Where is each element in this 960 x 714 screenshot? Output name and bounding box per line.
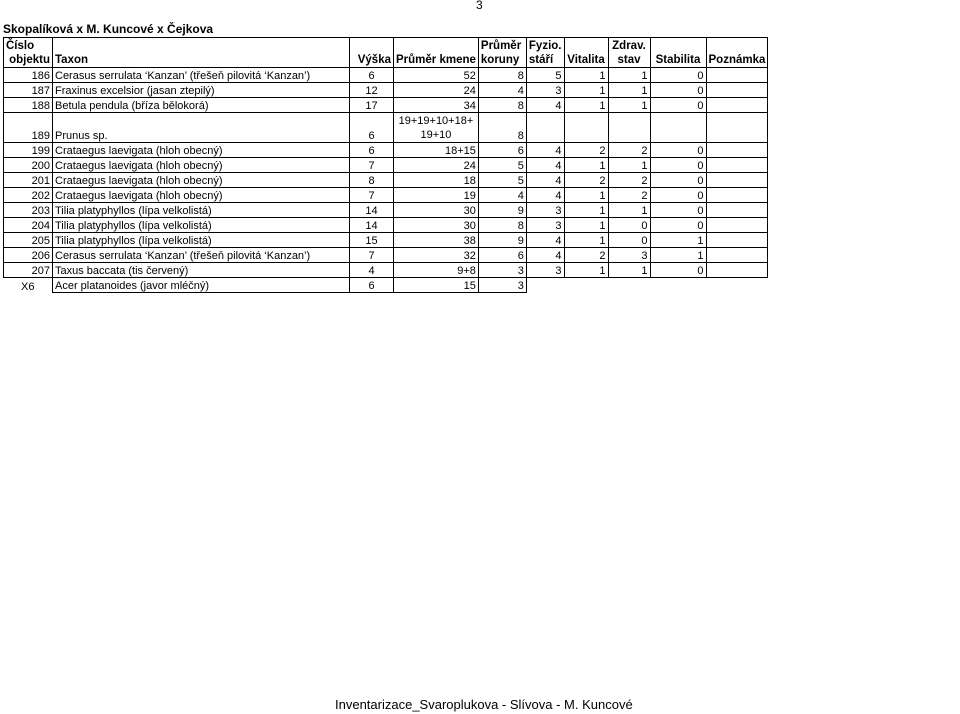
cell-stability: 0 [650,218,706,233]
document-title: Skopalíková x M. Kuncové x Čejkova [3,22,214,36]
table-row [4,173,768,188]
cell-vitality: 2 [564,248,608,263]
cell-crown-diameter: 8 [478,68,526,83]
cell-health-state: 1 [608,263,650,278]
cell-trunk-diameter [394,113,479,143]
cell-note [706,173,768,188]
cell-stability: 0 [650,143,706,158]
header-object-id: Číslo objektu [4,38,53,68]
table-row [4,278,768,293]
cell-health-state: 0 [608,218,650,233]
page-number: 3 [476,0,483,12]
cell-crown-diameter: 5 [478,158,526,173]
cell-physiological-age: 4 [526,188,564,203]
cell-note [706,203,768,218]
cell-physiological-age: 4 [526,248,564,263]
cell-stability [650,278,706,293]
cell-crown-diameter: 6 [478,248,526,263]
cell-health-state: 3 [608,248,650,263]
cell-height: 7 [350,158,394,173]
table-row [4,98,768,113]
header-stability: Stabilita [650,38,706,68]
cell-taxon: Tilia platyphyllos (lípa velkolistá) [53,233,350,248]
table-row [4,143,768,158]
cell-crown-diameter: 8 [478,113,526,143]
cell-object-id: 205 [4,233,53,248]
cell-crown-diameter: 4 [478,83,526,98]
cell-physiological-age [526,278,564,293]
cell-physiological-age: 3 [526,263,564,278]
cell-stability: 1 [650,233,706,248]
cell-crown-diameter: 6 [478,143,526,158]
cell-health-state [608,113,650,143]
header-taxon: Taxon [53,38,350,68]
cell-trunk-diameter: 38 [394,233,479,248]
table-row [4,188,768,203]
cell-height: 8 [350,173,394,188]
cell-stability: 0 [650,158,706,173]
cell-stability: 0 [650,263,706,278]
cell-stability: 0 [650,68,706,83]
cell-crown-diameter: 9 [478,233,526,248]
cell-note [706,143,768,158]
table-header-row [4,38,768,68]
cell-physiological-age: 3 [526,203,564,218]
cell-taxon: Crataegus laevigata (hloh obecný) [53,173,350,188]
cell-physiological-age: 3 [526,83,564,98]
cell-object-id: 187 [4,83,53,98]
cell-taxon: Acer platanoides (javor mléčný) [53,278,350,293]
cell-crown-diameter: 3 [478,278,526,293]
cell-taxon: Crataegus laevigata (hloh obecný) [53,188,350,203]
cell-object-id: 203 [4,203,53,218]
cell-note [706,263,768,278]
cell-object-id: 189 [4,113,53,143]
cell-physiological-age: 5 [526,68,564,83]
cell-stability: 0 [650,173,706,188]
cell-taxon: Cerasus serrulata ‘Kanzan’ (třešeň pilovitá ‘Kanzan’) [53,68,350,83]
cell-health-state: 2 [608,173,650,188]
cell-object-id: 206 [4,248,53,263]
cell-physiological-age [526,113,564,143]
cell-health-state: 2 [608,143,650,158]
cell-health-state: 0 [608,233,650,248]
cell-vitality [564,113,608,143]
cell-height: 4 [350,263,394,278]
cell-trunk-diameter: 24 [394,83,479,98]
cell-stability [650,113,706,143]
header-health-state: Zdrav. stav [608,38,650,68]
cell-vitality: 2 [564,173,608,188]
cell-physiological-age: 4 [526,233,564,248]
cell-health-state: 2 [608,188,650,203]
cell-height: 6 [350,113,394,143]
cell-crown-diameter: 8 [478,98,526,113]
cell-object-id: 201 [4,173,53,188]
cell-note [706,113,768,143]
cell-note [706,188,768,203]
cell-height: 14 [350,218,394,233]
cell-vitality: 1 [564,218,608,233]
cell-taxon: Tilia platyphyllos (lípa velkolistá) [53,203,350,218]
cell-health-state: 1 [608,98,650,113]
cell-trunk-diameter: 34 [394,98,479,113]
cell-object-id: 199 [4,143,53,158]
cell-height: 7 [350,248,394,263]
cell-stability: 0 [650,83,706,98]
cell-stability: 0 [650,203,706,218]
cell-taxon: Betula pendula (bříza bělokorá) [53,98,350,113]
table-row [4,113,768,143]
cell-trunk-diameter: 30 [394,218,479,233]
header-trunk-diameter: Průměr kmene [394,38,479,68]
cell-trunk-diameter: 19 [394,188,479,203]
cell-object-id: 204 [4,218,53,233]
cell-trunk-diameter: 18+15 [394,143,479,158]
cell-taxon: Prunus sp. [53,113,350,143]
cell-note [706,98,768,113]
cell-trunk-diameter: 18 [394,173,479,188]
header-height: Výška [350,38,394,68]
cell-height: 7 [350,188,394,203]
cell-vitality: 1 [564,233,608,248]
table-row [4,158,768,173]
cell-crown-diameter: 9 [478,203,526,218]
cell-vitality: 2 [564,143,608,158]
tree-inventory-table [3,37,768,293]
cell-stability: 0 [650,98,706,113]
trunk-diameter-line: 19+19+10+18+ [398,115,474,127]
cell-taxon: Crataegus laevigata (hloh obecný) [53,158,350,173]
cell-height: 15 [350,233,394,248]
cell-height: 6 [350,278,394,293]
cell-taxon: Tilia platyphyllos (lípa velkolistá) [53,218,350,233]
header-note: Poznámka [706,38,768,68]
cell-object-id: 207 [4,263,53,278]
cell-height: 14 [350,203,394,218]
cell-note [706,278,768,293]
cell-stability: 1 [650,248,706,263]
cell-vitality: 1 [564,98,608,113]
cell-height: 17 [350,98,394,113]
cell-vitality: 1 [564,263,608,278]
header-physiological-age: Fyzio. stáří [526,38,564,68]
table-row [4,203,768,218]
cell-vitality: 1 [564,68,608,83]
cell-trunk-diameter: 9+8 [394,263,479,278]
header-crown-diameter: Průměr koruny [478,38,526,68]
cell-vitality: 1 [564,83,608,98]
page-footer: Inventarizace_Svaroplukova - Slívova - M. Kuncové [335,697,633,712]
trunk-diameter-line: 19+10 [420,129,452,141]
cell-trunk-diameter: 52 [394,68,479,83]
cell-object-id: 200 [4,158,53,173]
table-row [4,83,768,98]
cell-note [706,158,768,173]
cell-vitality: 1 [564,203,608,218]
cell-trunk-diameter: 32 [394,248,479,263]
cell-object-id: 188 [4,98,53,113]
cell-health-state [608,278,650,293]
table-row [4,263,768,278]
cell-crown-diameter: 3 [478,263,526,278]
cell-crown-diameter: 8 [478,218,526,233]
header-vitality: Vitalita [564,38,608,68]
cell-height: 6 [350,143,394,158]
cell-trunk-diameter: 30 [394,203,479,218]
table-row [4,233,768,248]
cell-height: 12 [350,83,394,98]
cell-vitality [564,278,608,293]
cell-height: 6 [350,68,394,83]
cell-health-state: 1 [608,68,650,83]
cell-physiological-age: 4 [526,158,564,173]
cell-physiological-age: 3 [526,218,564,233]
cell-stability: 0 [650,188,706,203]
cell-taxon: Fraxinus excelsior (jasan ztepilý) [53,83,350,98]
cell-note [706,83,768,98]
cell-object-id: X6 [21,280,35,293]
cell-physiological-age: 4 [526,98,564,113]
cell-physiological-age: 4 [526,173,564,188]
cell-taxon: Cerasus serrulata ‘Kanzan’ (třešeň pilovitá ‘Kanzan’) [53,248,350,263]
cell-note [706,248,768,263]
cell-object-id: 202 [4,188,53,203]
cell-trunk-diameter: 15 [394,278,479,293]
table-row [4,68,768,83]
cell-taxon: Taxus baccata (tis červený) [53,263,350,278]
cell-taxon: Crataegus laevigata (hloh obecný) [53,143,350,158]
cell-crown-diameter: 4 [478,188,526,203]
cell-note [706,233,768,248]
cell-health-state: 1 [608,203,650,218]
cell-note [706,68,768,83]
cell-health-state: 1 [608,83,650,98]
table-row [4,218,768,233]
table-row [4,248,768,263]
cell-object-id: 186 [4,68,53,83]
cell-physiological-age: 4 [526,143,564,158]
cell-health-state: 1 [608,158,650,173]
cell-crown-diameter: 5 [478,173,526,188]
cell-vitality: 1 [564,188,608,203]
cell-trunk-diameter: 24 [394,158,479,173]
cell-note [706,218,768,233]
cell-vitality: 1 [564,158,608,173]
